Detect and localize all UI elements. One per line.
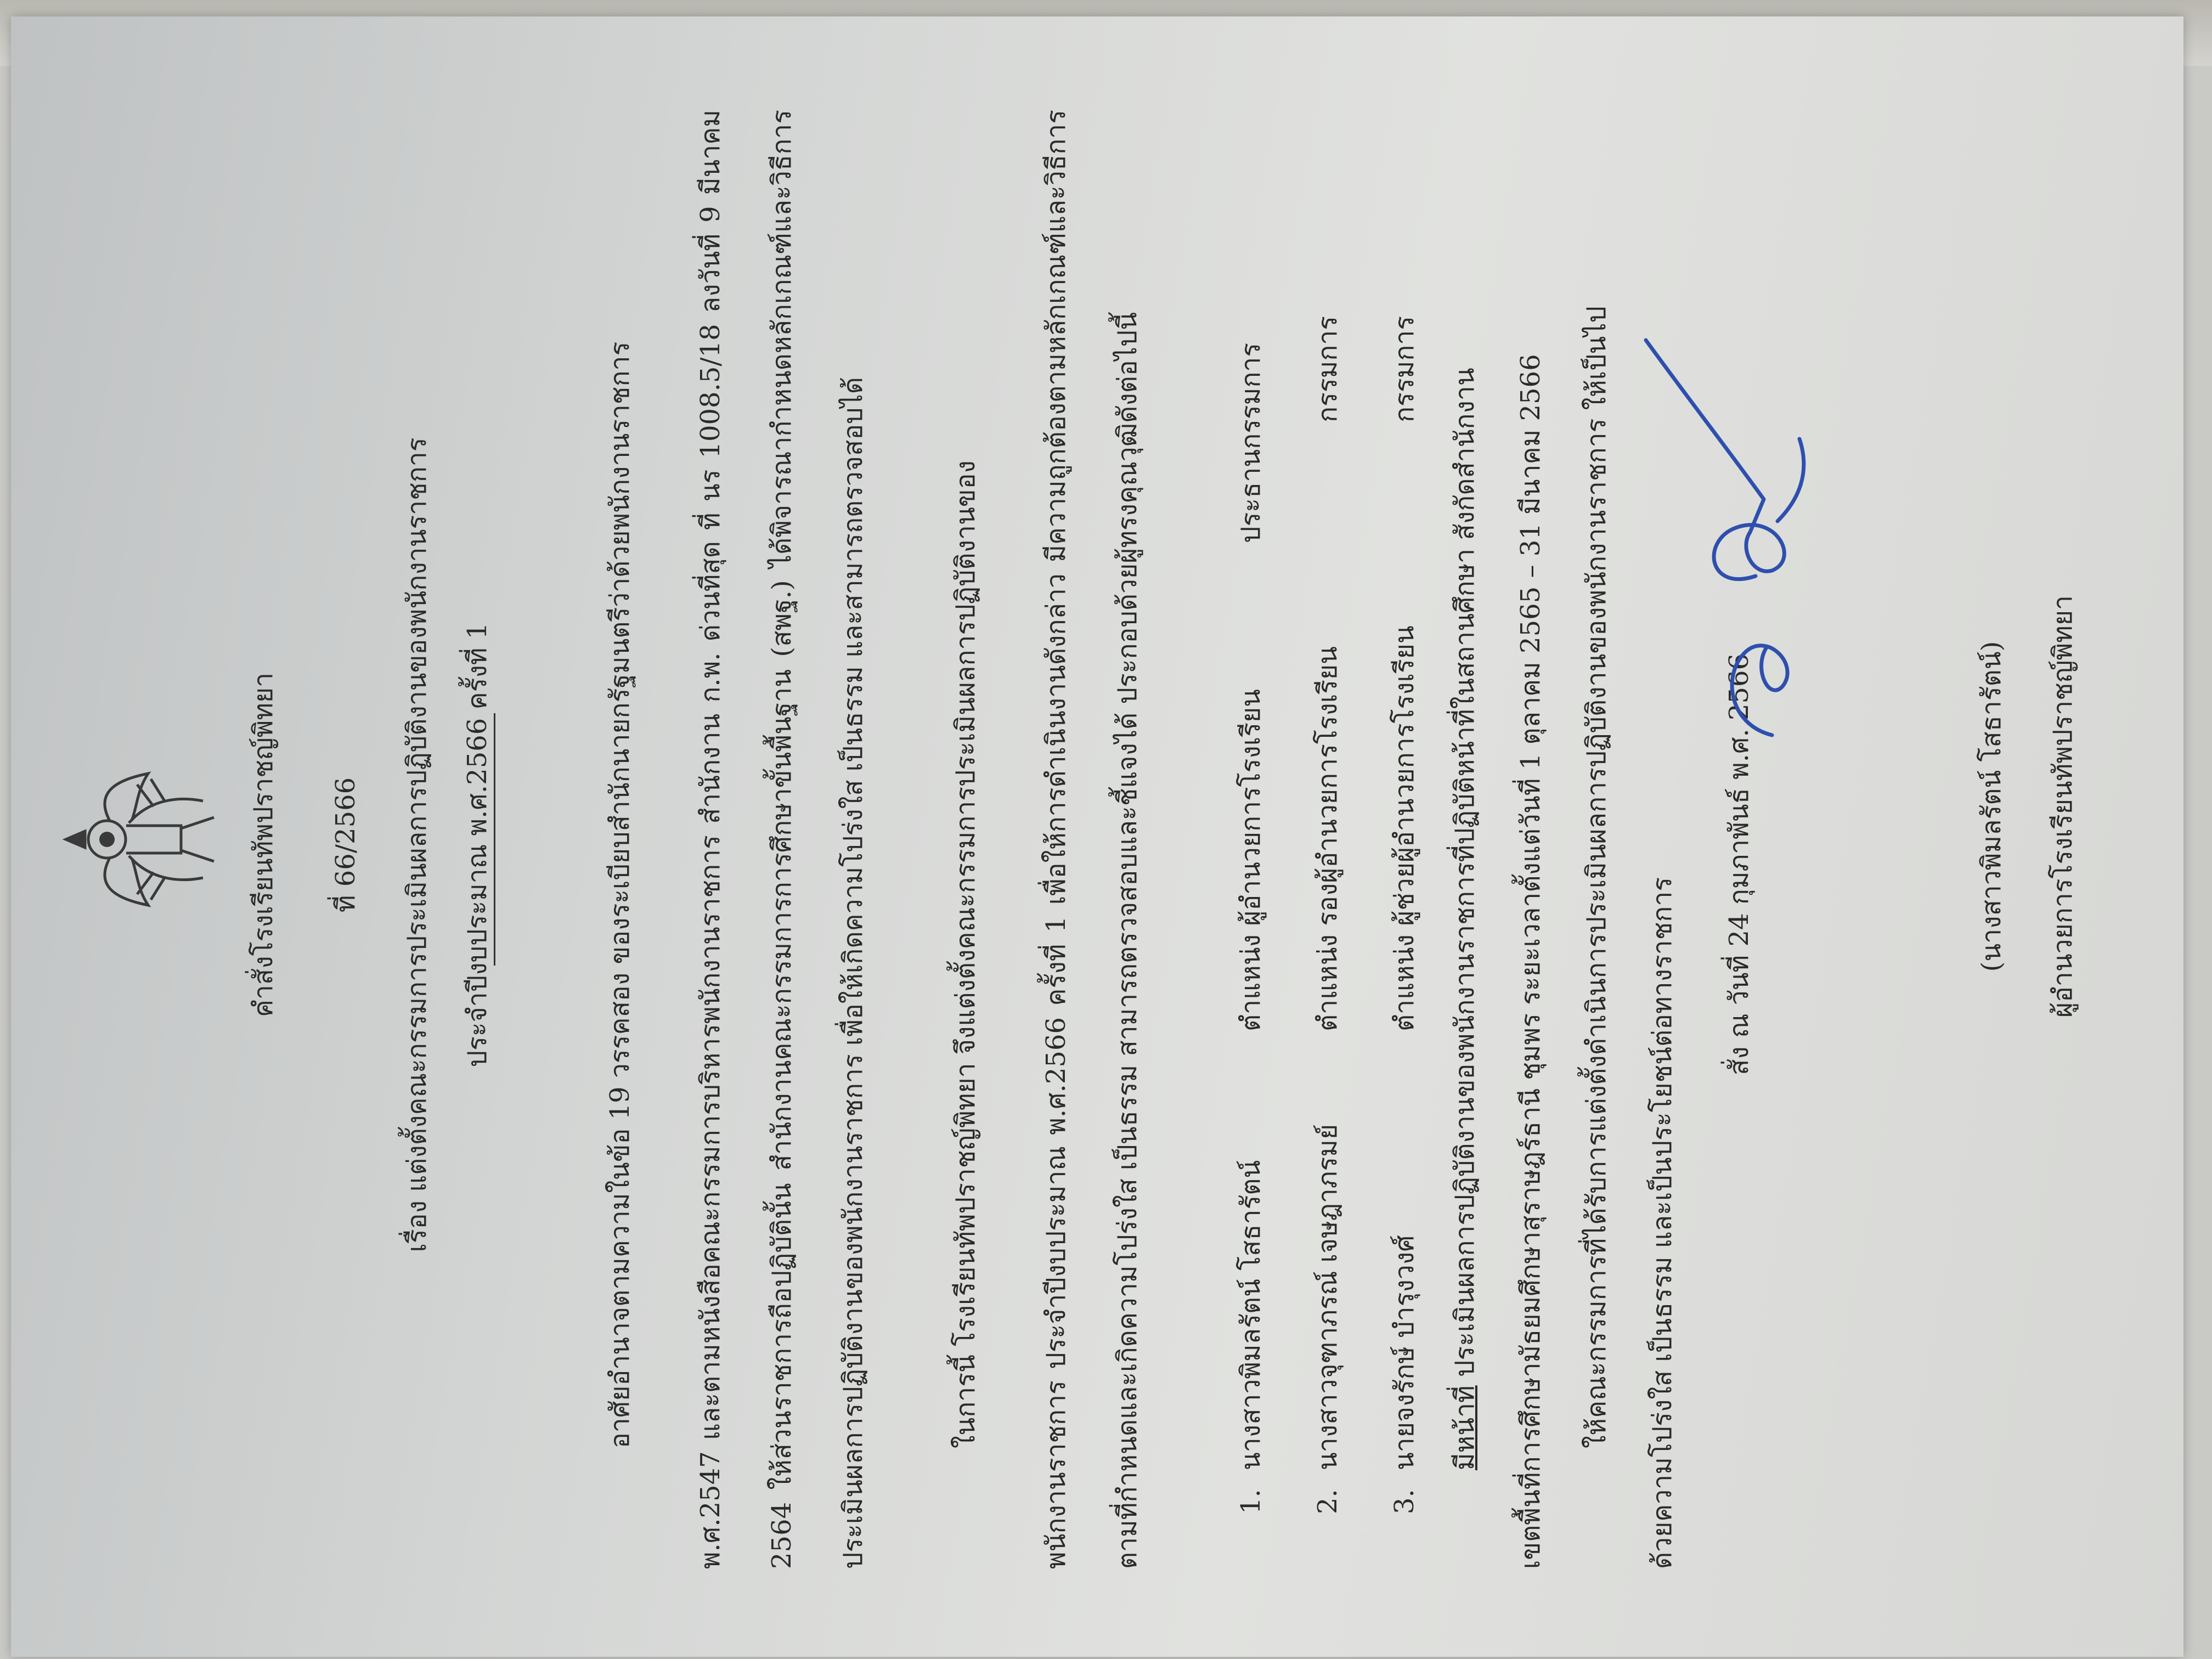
order-document bbox=[44, 33, 2172, 1657]
duty-text: ประเมินผลการปฏิบัติงานของพนักงานราชการที่ปฏิบัติหน้าที่ในสถานศึกษา สังกัดสำนักงาน bbox=[1449, 368, 1480, 1386]
member-2-num: 2. bbox=[1312, 1489, 1343, 1514]
duty-label: มีหน้าที่ bbox=[1449, 1385, 1480, 1470]
member-3-num: 3. bbox=[1389, 1489, 1420, 1514]
signer-name: (นางสาวพิมลรัตน์ โสธารัตน์) bbox=[1976, 641, 2007, 972]
member-2-role: กรรมการ bbox=[1312, 315, 1343, 422]
member-1-num: 1. bbox=[1235, 1489, 1266, 1514]
separator-line bbox=[494, 713, 495, 966]
paragraph-2-first-line: ในการนี้ โรงเรียนทัพปราชญ์พิทยา จึงแต่งตั้งคณะกรรมการประเมินผลการปฏิบัติงานของ bbox=[950, 460, 981, 1448]
signature bbox=[1635, 329, 1871, 757]
document-title: คำสั่งโรงเรียนทัพปราชญ์พิทยา bbox=[248, 672, 279, 1018]
paragraph-1-body: พ.ศ.2547 และตามหนังสือคณะกรรมการบริหารพนักงานราชการ สำนักงาน ก.พ. ด่วนที่สุด ที่ นร 1008.5/18 ลงวันที่ 9 มีนาคม 2564 ให้ส่วนราชการถือปฏิบัตินั้น สำนักงานคณะกรรมการการศึกษาขั้นพื้นฐาน (สพฐ.) ได้พิจารณากำหนดหลักเกณฑ์และวิธีการประเมินผลการปฏิบัติงานของพนักงานราชการ เพื่อให้เกิดความโปร่งใส เป็นธรรม และสามารถตรวจสอบได้ bbox=[695, 110, 868, 1569]
member-3-role: กรรมการ bbox=[1389, 315, 1420, 422]
paragraph-2-body: พนักงานราชการ ประจำปีงบประมาณ พ.ศ.2566 ครั้งที่ 1 เพื่อให้การดำเนินงานดังกล่าว มีความถูกต้องตามหลักเกณฑ์และวิธีการตามที่กำหนดและเกิดความโปร่งใส เป็นธรรม สามารถตรวจสอบและชี้แจงได้ ประกอบด้วยผู้ทรงคุณวุฒิดังต่อไปนี้ bbox=[1041, 110, 1143, 1569]
closing-second-line: ด้วยความโปร่งใส เป็นธรรม และเป็นประโยชน์ต่อทางราชการ bbox=[1647, 877, 1678, 1569]
garuda-seal bbox=[55, 768, 219, 911]
member-2-position: ตำแหน่ง รองผู้อำนวยการโรงเรียน bbox=[1312, 646, 1343, 1031]
duty-second-line: เขตพื้นที่การศึกษามัธยมศึกษาสุราษฎร์ธานี ชุมพร ระยะเวลาตั้งแต่วันที่ 1 ตุลาคม 2565 – 31 มีนาคม 2566 bbox=[1515, 354, 1546, 1569]
document-number: ที่ 66/2566 bbox=[330, 777, 361, 913]
paper-sheet bbox=[11, 16, 2183, 1657]
closing-first-line: ให้คณะกรรมการที่ได้รับการแต่งตั้งดำเนินการประเมินผลการปฏิบัติงานของพนักงานราชการ ให้เป็นไป bbox=[1581, 306, 1612, 1448]
subject-line-1: เรื่อง แต่งตั้งคณะกรรมการประเมินผลการปฏิบัติงานของพนักงานราชการ bbox=[402, 437, 432, 1252]
member-2-name: นางสาวจุฑาภรณ์ เจษฎาภรมย์ bbox=[1312, 1124, 1343, 1470]
signer-title: ผู้อำนวยการโรงเรียนทัพปราชญ์พิทยา bbox=[2047, 595, 2078, 1018]
paragraph-1-first-line: อาศัยอำนาจตามความในข้อ 19 วรรคสอง ของระเบียบสำนักนายกรัฐมนตรีว่าด้วยพนักงานราชการ bbox=[605, 341, 635, 1448]
duty-first-line bbox=[1448, 368, 1481, 1470]
subject-line-2: ประจำปีงบประมาณ พ.ศ.2566 ครั้งที่ 1 bbox=[462, 622, 493, 1068]
order-date: สั่ง ณ วันที่ 24 กุมภาพันธ์ พ.ศ. 2566 bbox=[1724, 653, 1754, 1075]
member-3-name: นายจงรักษ์ บำรุงวงศ์ bbox=[1389, 1235, 1420, 1470]
member-3-position: ตำแหน่ง ผู้ช่วยผู้อำนวยการโรงเรียน bbox=[1389, 625, 1420, 1031]
member-1-role: ประธานกรรมการ bbox=[1235, 342, 1266, 543]
member-1-position: ตำแหน่ง ผู้อำนวยการโรงเรียน bbox=[1235, 689, 1266, 1031]
member-1-name: นางสาวพิมลรัตน์ โสธารัตน์ bbox=[1235, 1160, 1266, 1470]
